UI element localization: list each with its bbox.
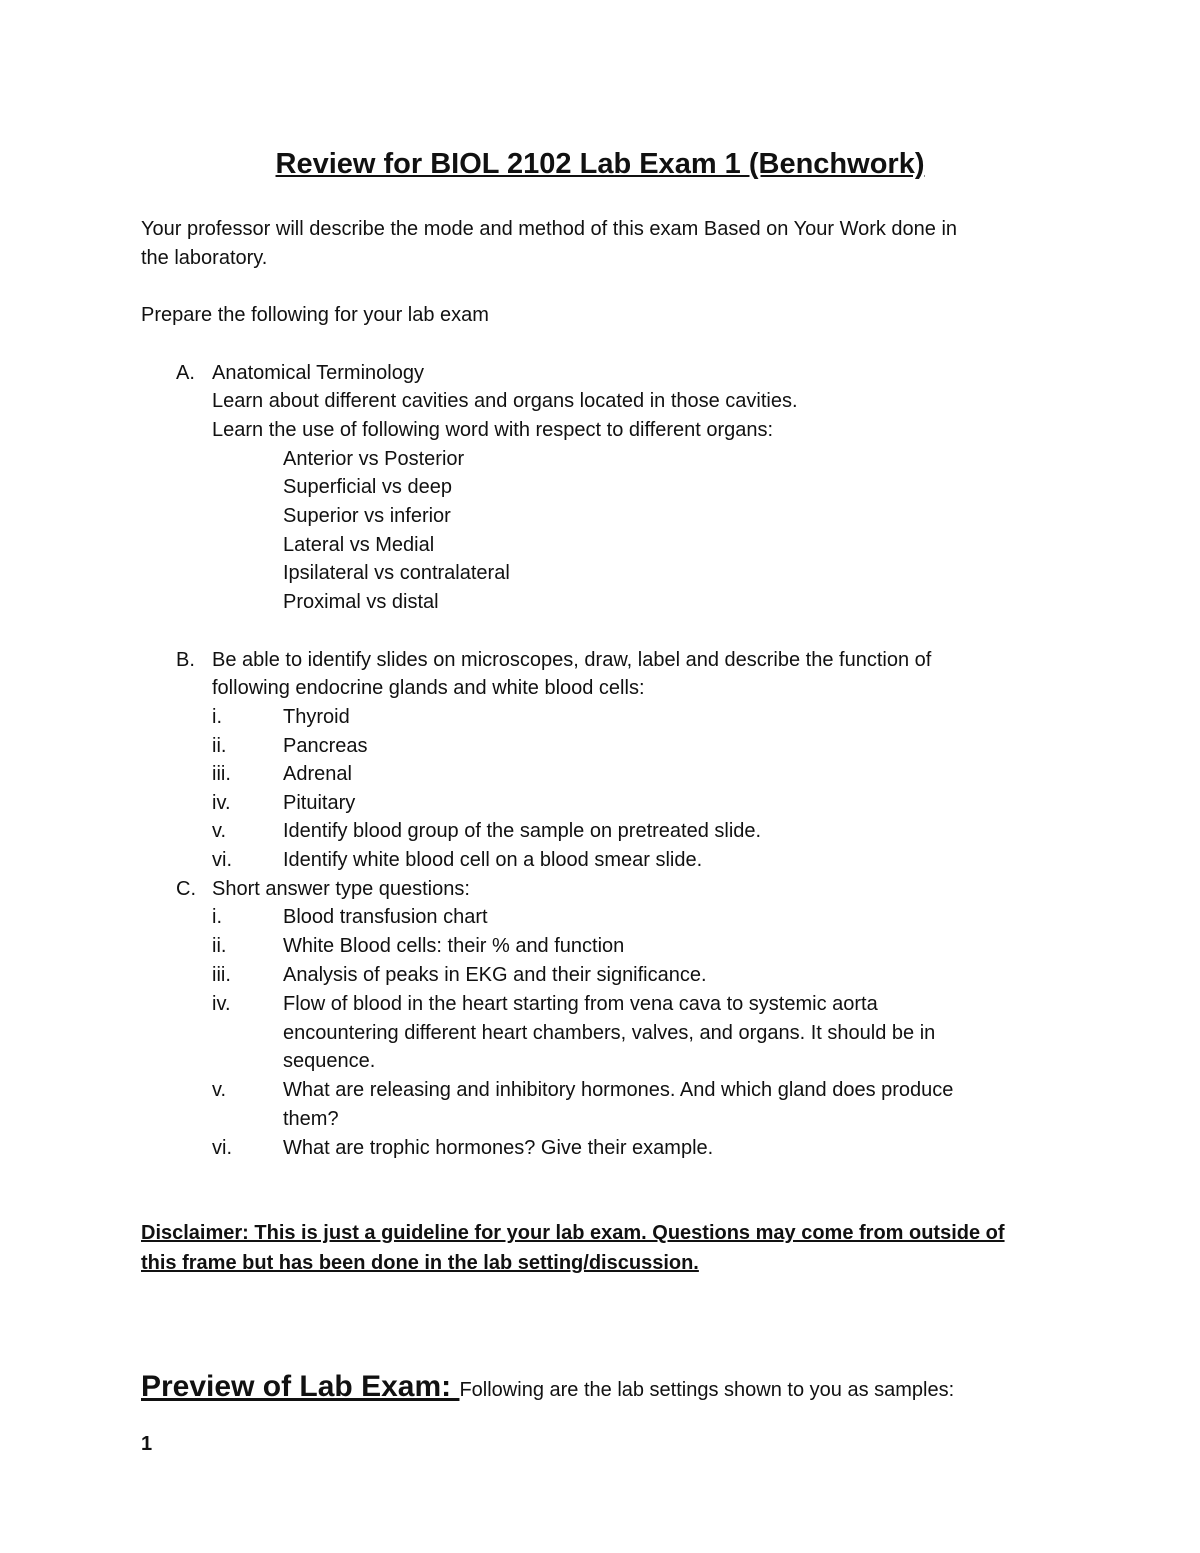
section-a-heading: Anatomical Terminology [212, 362, 424, 384]
list-item: Thyroid [283, 706, 350, 728]
preview-heading: Preview of Lab Exam: [141, 1370, 460, 1403]
list-item: White Blood cells: their % and function [283, 935, 625, 957]
list-item: What are trophic hormones? Give their example. [283, 1137, 714, 1159]
list-item: Blood transfusion chart [283, 906, 488, 928]
section-a-line-1: Learn about different cavities and organs located in those cavities. [212, 390, 798, 412]
prepare-line: Prepare the following for your lab exam [141, 304, 489, 326]
list-item-number: v. [212, 820, 227, 842]
list-item-continuation: them? [283, 1108, 339, 1130]
term-item: Superficial vs deep [283, 476, 452, 498]
section-a-line-2: Learn the use of following word with respect to different organs: [212, 419, 774, 441]
section-b-marker: B. [176, 649, 195, 671]
list-item-number: v. [212, 1079, 227, 1101]
intro-line-2: the laboratory. [141, 247, 268, 269]
list-item: Pancreas [283, 735, 368, 757]
list-item: Adrenal [283, 763, 352, 785]
list-item: Identify white blood cell on a blood smear slide. [283, 849, 703, 871]
list-item-number: iv. [212, 993, 231, 1015]
list-item-number: vi. [212, 1137, 232, 1159]
list-item-number: iv. [212, 792, 231, 814]
list-item-number: ii. [212, 735, 227, 757]
term-item: Proximal vs distal [283, 591, 439, 613]
preview-line [141, 1365, 954, 1414]
list-item: Pituitary [283, 792, 356, 814]
section-a-marker: A. [176, 362, 195, 384]
list-item: Flow of blood in the heart starting from vena cava to systemic aorta [283, 993, 878, 1015]
term-item: Ipsilateral vs contralateral [283, 562, 510, 584]
disclaimer-line-1: Disclaimer: This is just a guideline for your lab exam. Questions may come from outside of [141, 1222, 1005, 1244]
preview-text: Following are the lab settings shown to you as samples: [459, 1379, 955, 1401]
term-item: Lateral vs Medial [283, 534, 435, 556]
list-item-continuation: encountering different heart chambers, valves, and organs. It should be in [283, 1022, 936, 1044]
list-item-number: iii. [212, 763, 231, 785]
list-item-number: i. [212, 706, 222, 728]
section-c-heading: Short answer type questions: [212, 878, 470, 900]
list-item: What are releasing and inhibitory hormones. And which gland does produce [283, 1079, 954, 1101]
document-title: Review for BIOL 2102 Lab Exam 1 (Benchwork) [275, 148, 925, 180]
intro-line-1: Your professor will describe the mode and method of this exam Based on Your Work done in [141, 218, 958, 240]
section-b-line-2: following endocrine glands and white blood cells: [212, 677, 645, 699]
page-number: 1 [141, 1433, 153, 1455]
list-item-number: iii. [212, 964, 231, 986]
disclaimer-line-2: this frame but has been done in the lab setting/discussion. [141, 1252, 699, 1274]
list-item-number: ii. [212, 935, 227, 957]
term-item: Superior vs inferior [283, 505, 451, 527]
section-b-line-1: Be able to identify slides on microscopes, draw, label and describe the function of [212, 649, 932, 671]
section-c-marker: C. [176, 878, 196, 900]
list-item-number: i. [212, 906, 222, 928]
list-item: Identify blood group of the sample on pretreated slide. [283, 820, 762, 842]
term-item: Anterior vs Posterior [283, 448, 465, 470]
list-item-continuation: sequence. [283, 1050, 376, 1072]
list-item: Analysis of peaks in EKG and their significance. [283, 964, 707, 986]
list-item-number: vi. [212, 849, 232, 871]
